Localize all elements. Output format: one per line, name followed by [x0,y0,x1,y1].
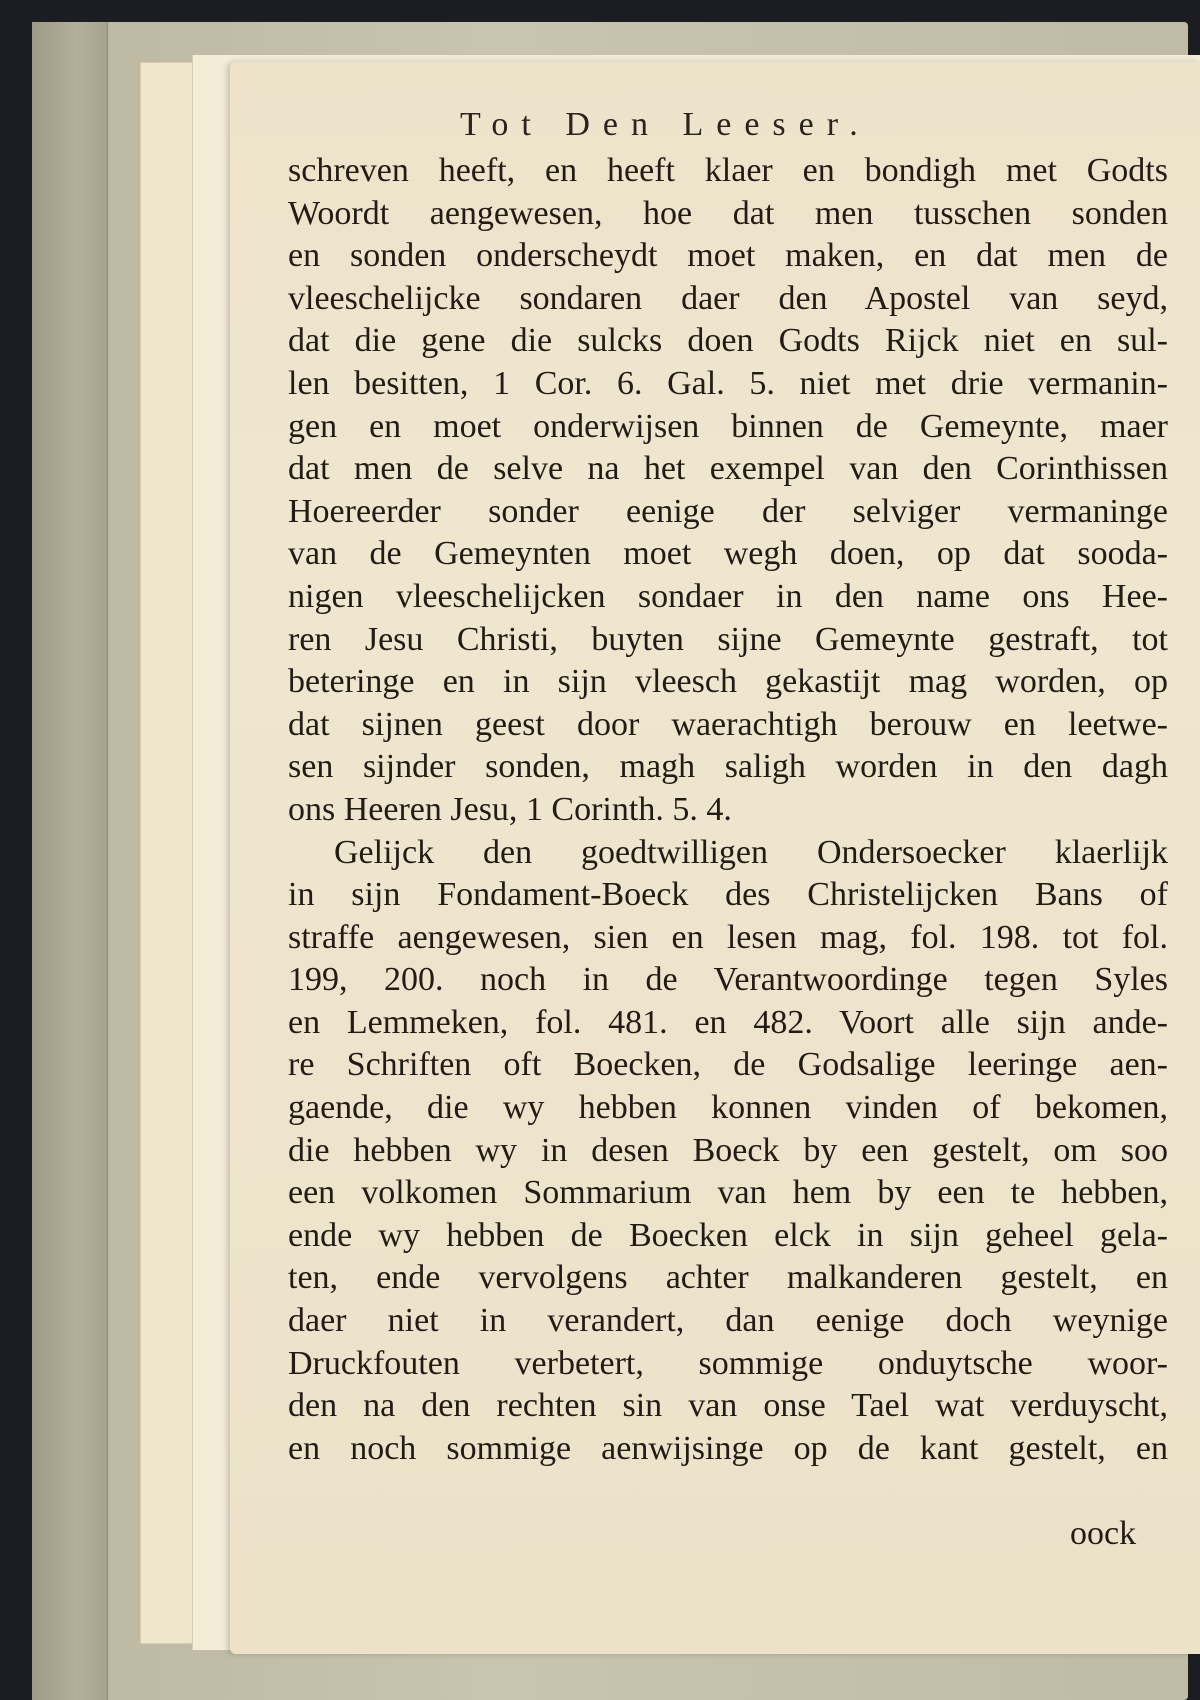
page-body [288,150,1168,1470]
text-line: re Schriften oft Boecken, de Godsalige leeringe aen- [288,1046,1168,1084]
text-line: en Lemmeken, fol. 481. en 482. Voort alle sijn ande- [288,1003,1168,1041]
text-line: ren Jesu Christi, buyten sijne Gemeynte gestraft, tot [288,620,1168,658]
text-line: nigen vleeschelijcken sondaer in den name ons Hee- [288,577,1168,615]
text-line: schreven heeft, en heeft klaer en bondigh met Godts [288,152,1168,189]
text-line: ons Heeren Jesu, 1 Corinth. 5. 4. [288,790,732,828]
text-line: sen sijnder sonden, magh saligh worden in den dagh [288,748,1168,786]
text-line: in sijn Fondament-Boeck des Christelijcken Bans of [288,876,1168,914]
text-line: straffe aengewesen, sien en lesen mag, fol. 198. tot fol. [288,918,1168,956]
text-line: van de Gemeynten moet wegh doen, op dat sooda- [288,535,1168,573]
text-line: Hoereerder sonder eenige der selviger vermaninge [288,492,1168,530]
text-line: beteringe en in sijn vleesch gekastijt mag worden, op [288,663,1168,701]
binding-fold [32,22,108,1700]
catchword: oock [1070,1515,1137,1552]
running-header: Tot Den Leeser. [460,106,871,143]
text-line: ten, ende vervolgens achter malkanderen gestelt, en [288,1259,1168,1297]
text-line: 199, 200. noch in de Verantwoordinge tegen Syles [288,961,1168,999]
text-line: dat sijnen geest door waerachtigh berouw en leetwe- [288,705,1168,743]
paragraph-start-line: Gelijck den goedtwilligen Ondersoecker klaerlijk [334,833,1168,871]
text-line: den na den rechten sin van onse Tael wat verduyscht, [288,1387,1168,1425]
text-line: ende wy hebben de Boecken elck in sijn geheel gela- [288,1216,1168,1254]
text-line: len besitten, 1 Cor. 6. Gal. 5. niet met drie vermanin- [288,364,1168,402]
text-line: daer niet in verandert, dan eenige doch weynige [288,1302,1168,1340]
text-line: en noch sommige aenwijsinge op de kant gestelt, en [288,1429,1168,1467]
text-line: vleeschelijcke sondaren daer den Apostel van seyd, [288,279,1168,317]
text-line: Woordt aengewesen, hoe dat men tusschen sonden [288,194,1168,232]
text-line: die hebben wy in desen Boeck by een gestelt, om soo [288,1131,1168,1169]
text-line: dat men de selve na het exempel van den Corinthissen [288,450,1168,488]
text-line: gaende, die wy hebben konnen vinden of bekomen, [288,1089,1168,1127]
text-line: Druckfouten verbetert, sommige onduytsche woor- [288,1344,1168,1382]
text-line: dat die gene die sulcks doen Godts Rijck niet en sul- [288,322,1168,360]
text-line: en sonden onderscheydt moet maken, en dat men de [288,237,1168,275]
text-line: gen en moet onderwijsen binnen de Gemeynte, maer [288,407,1168,445]
text-line: een volkomen Sommarium van hem by een te hebben, [288,1174,1168,1212]
